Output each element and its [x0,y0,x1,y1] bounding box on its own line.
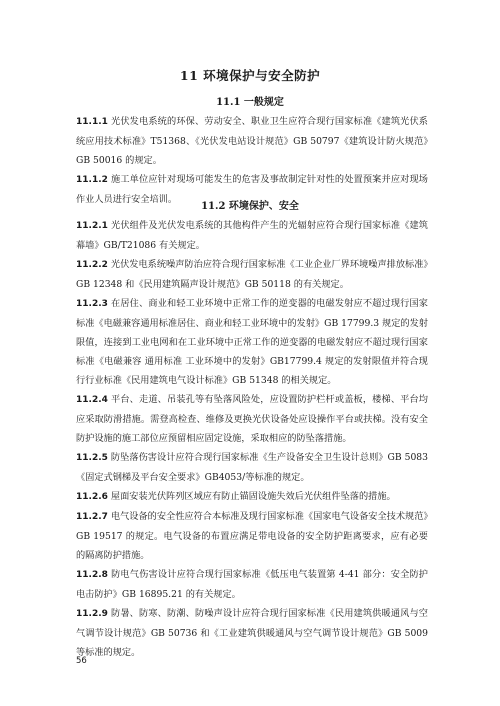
clause-text: 光伏发电系统的环保、劳动安全、职业卫生应符合现行国家标准《建筑光伏系统应用技术标准》T51368、《光伏发电站设计规范》GB 50797《建筑设计防火规范》GB 50016 的规定。 [76,116,428,166]
clause-number: 11.2.9 [76,609,108,619]
clause-number: 11.1.1 [76,117,108,127]
clause-text: 防电气伤害设计应符合现行国家标准《低压电气装置第 4-41 部分：安全防护 电击防护》GB 16895.21 的有关规定。 [76,569,428,600]
clause-number: 11.2.6 [76,492,108,502]
clause-paragraph [76,112,428,170]
clause-number: 11.2.3 [76,299,108,309]
clause-paragraph [76,390,428,448]
clause-number: 11.2.5 [76,453,108,463]
page-number: 56 [76,656,87,666]
clause-paragraph [76,604,428,662]
clause-paragraph [76,487,428,507]
clause-paragraph [76,294,428,390]
clause-number: 11.2.1 [76,221,108,231]
clause-text: 光伏发电系统噪声防治应符合现行国家标准《工业企业厂界环境噪声排放标准》GB 12348 和《民用建筑隔声设计规范》GB 50118 的有关规定。 [76,259,428,290]
clause-text: 施工单位应针对现场可能发生的危害及事故制定针对性的处置预案并应对现场作业人员进行安全培训。 [76,174,428,205]
clause-paragraph [76,255,428,294]
clause-number: 11.2.2 [76,260,108,270]
section-body-environment-safety [76,216,428,662]
clause-text: 平台、走道、吊装孔等有坠落风险处，应设置防护栏杆或盖板，楼梯、平台均应采取防滑措施。需登高检查、维修及更换光伏设备处应设操作平台或扶梯。没有安全防护设施的施工部位应预留相应固定设施，采取相应的防坠落措施。 [76,394,428,444]
clause-number: 11.2.8 [76,570,108,580]
clause-paragraph [76,507,428,565]
clause-number: 11.1.2 [76,175,108,185]
clause-text: 在居住、商业和轻工业环境中正常工作的逆变器的电磁发射应不超过现行国家标准《电磁兼容通用标准居住、商业和轻工业环境中的发射》GB 17799.3 规定的发射限值，连接到工业电网和在工业环境中正常工作的逆变器的电磁发射应不超过现行国家标准《电磁兼容 通用标准 工业环境中的发射》GB17799.4 规定的发射限值并符合现行行业标准《民用建筑电气设计标准》GB 51348 的相关规定。 [76,298,428,386]
clause-paragraph [76,448,428,487]
clause-paragraph [76,565,428,604]
clause-text: 光伏组件及光伏发电系统的其他构件产生的光辐射应符合现行国家标准《建筑幕墙》GB/T21086 有关规定。 [76,220,428,251]
clause-text: 防坠落伤害设计应符合现行国家标准《生产设备安全卫生设计总则》GB 5083《固定式钢梯及平台安全要求》GB4053/等标准的规定。 [76,452,428,483]
clause-text: 防暑、防寒、防潮、防噪声设计应符合现行国家标准《民用建筑供暖通风与空气调节设计规范》GB 50736 和《工业建筑供暖通风与空气调节设计规范》GB 5009 等标准的规定。 [76,608,428,658]
chapter-title: 11 环境保护与安全防护 [179,68,321,83]
clause-number: 11.2.4 [76,395,108,405]
section-title-general: 11.1 一般规定 [216,97,284,108]
clause-paragraph [76,216,428,255]
section-title-environment-safety: 11.2 环境保护、安全 [201,201,299,212]
clause-text: 屋面安装光伏阵列区域应有防止锚固设施失效后光伏组件坠落的措施。 [110,491,396,502]
clause-number: 11.2.7 [76,512,108,522]
section-body-general [76,112,428,209]
clause-text: 电气设备的安全性应符合本标准及现行国家标准《国家电气设备安全技术规范》GB 19517 的规定。电气设备的布置应满足带电设备的安全防护距离要求，应有必要的隔离防护措施。 [76,511,428,561]
